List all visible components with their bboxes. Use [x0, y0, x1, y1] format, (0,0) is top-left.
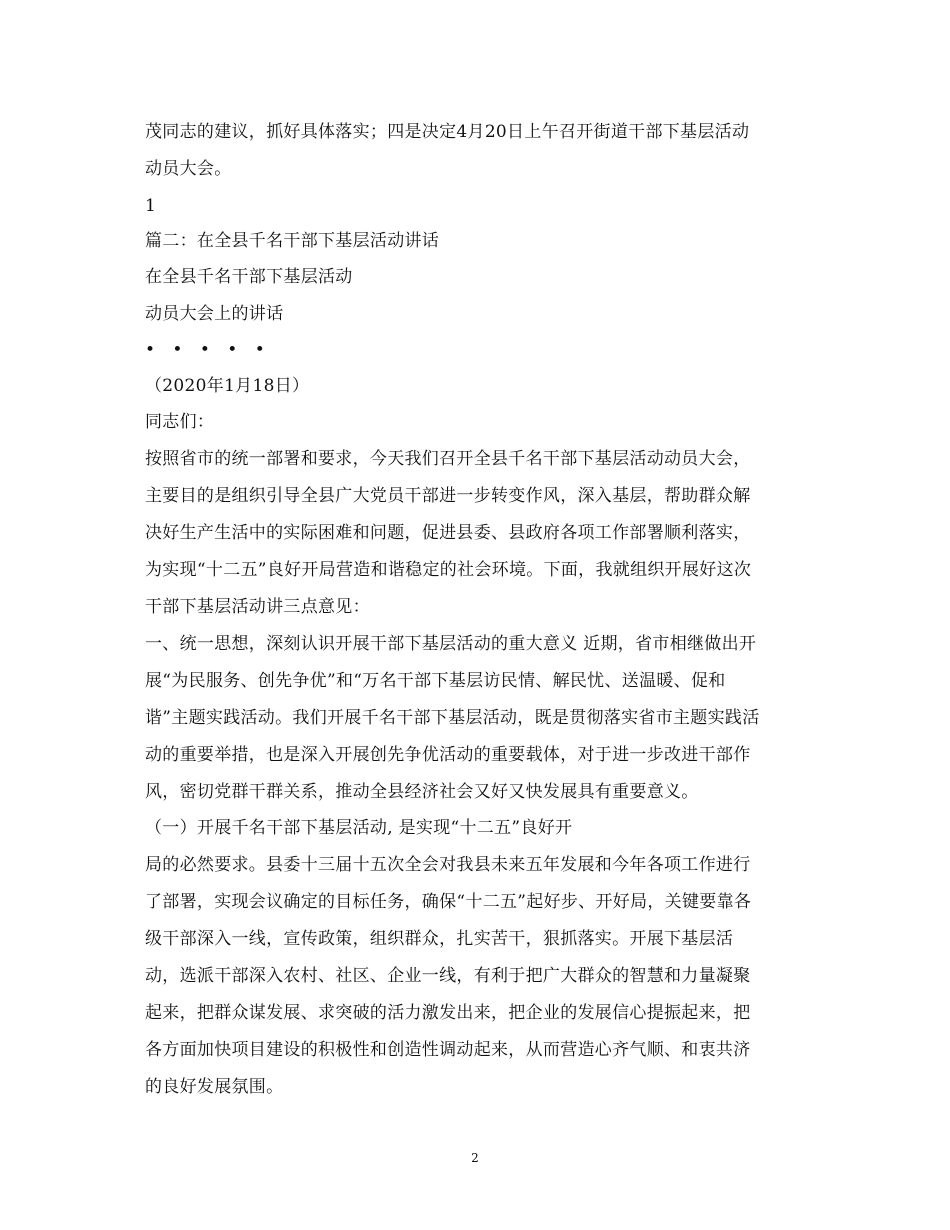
body-text-line: 风，密切党群干群关系，推动全县经济社会又好又快发展具有重要意义。 — [145, 782, 699, 802]
speech-title-line-1: 在全县千名干部下基层活动 — [145, 267, 353, 287]
body-text-line: 的良好发展氛围。 — [145, 1077, 284, 1097]
page-number-footer: 2 — [471, 1151, 479, 1165]
body-text-line: 为实现“十二五”良好开局营造和谐稳定的社会环境。下面，我就组织开展好这次 — [145, 560, 752, 580]
speech-date: （2020年1月18日） — [145, 376, 310, 396]
body-text-line: 干部下基层活动讲三点意见： — [145, 597, 370, 617]
body-text-line: 级干部深入一线，宣传政策，组织群众，扎实苦干，狠抓落实。开展下基层活 — [145, 929, 734, 949]
salutation: 同志们： — [145, 412, 215, 432]
body-text-line: 起来，把群众谋发展、求突破的活力激发出来，把企业的发展信心提振起来，把 — [145, 1003, 751, 1023]
subsection-heading: （一）开展千名干部下基层活动, 是实现“十二五”良好开 — [145, 818, 573, 838]
body-text-line: 展“为民服务、创先争优”和“万名干部下基层访民情、解民忧、送温暖、促和 — [145, 671, 726, 691]
body-text-line: 动的重要举措，也是深入开展创先争优活动的重要载体，对于进一步改进干部作 — [145, 745, 751, 765]
body-text-line: 茂同志的建议，抓好具体落实；四是决定4月20日上午召开街道干部下基层活动 — [145, 122, 750, 142]
dot-separator: • • • • • — [145, 340, 271, 360]
body-text-line: 动，选派干部深入农村、社区、企业一线，有利于把广大群众的智慧和力量凝聚 — [145, 966, 751, 986]
body-text-line: 动员大会。 — [145, 159, 232, 179]
inline-page-number: 1 — [145, 196, 157, 216]
body-text-line: 决好生产生活中的实际困难和问题，促进县委、县政府各项工作部署顺利落实， — [145, 523, 751, 543]
body-text-line: 按照省市的统一部署和要求，今天我们召开全县千名干部下基层活动动员大会， — [145, 449, 751, 469]
body-text-line: 主要目的是组织引导全县广大党员干部进一步转变作风，深入基层，帮助群众解 — [145, 486, 751, 506]
body-text-line: 谐”主题实践活动。我们开展千名干部下基层活动，既是贯彻落实省市主题实践活 — [145, 708, 760, 728]
body-text-line: 各方面加快项目建设的积极性和创造性调动起来，从而营造心齐气顺、和衷共济 — [145, 1040, 751, 1060]
body-text-line: 局的必然要求。县委十三届十五次全会对我县未来五年发展和今年各项工作进行 — [145, 855, 751, 875]
speech-title-line-2: 动员大会上的讲话 — [145, 304, 284, 324]
section-heading: 篇二：在全县千名干部下基层活动讲话 — [145, 231, 440, 251]
body-text-line: 一、统一思想，深刻认识开展干部下基层活动的重大意义 近期，省市相继做出开 — [145, 634, 757, 654]
body-text-line: 了部署，实现会议确定的目标任务，确保“十二五”起好步、开好局，关键要靠各 — [145, 892, 752, 912]
